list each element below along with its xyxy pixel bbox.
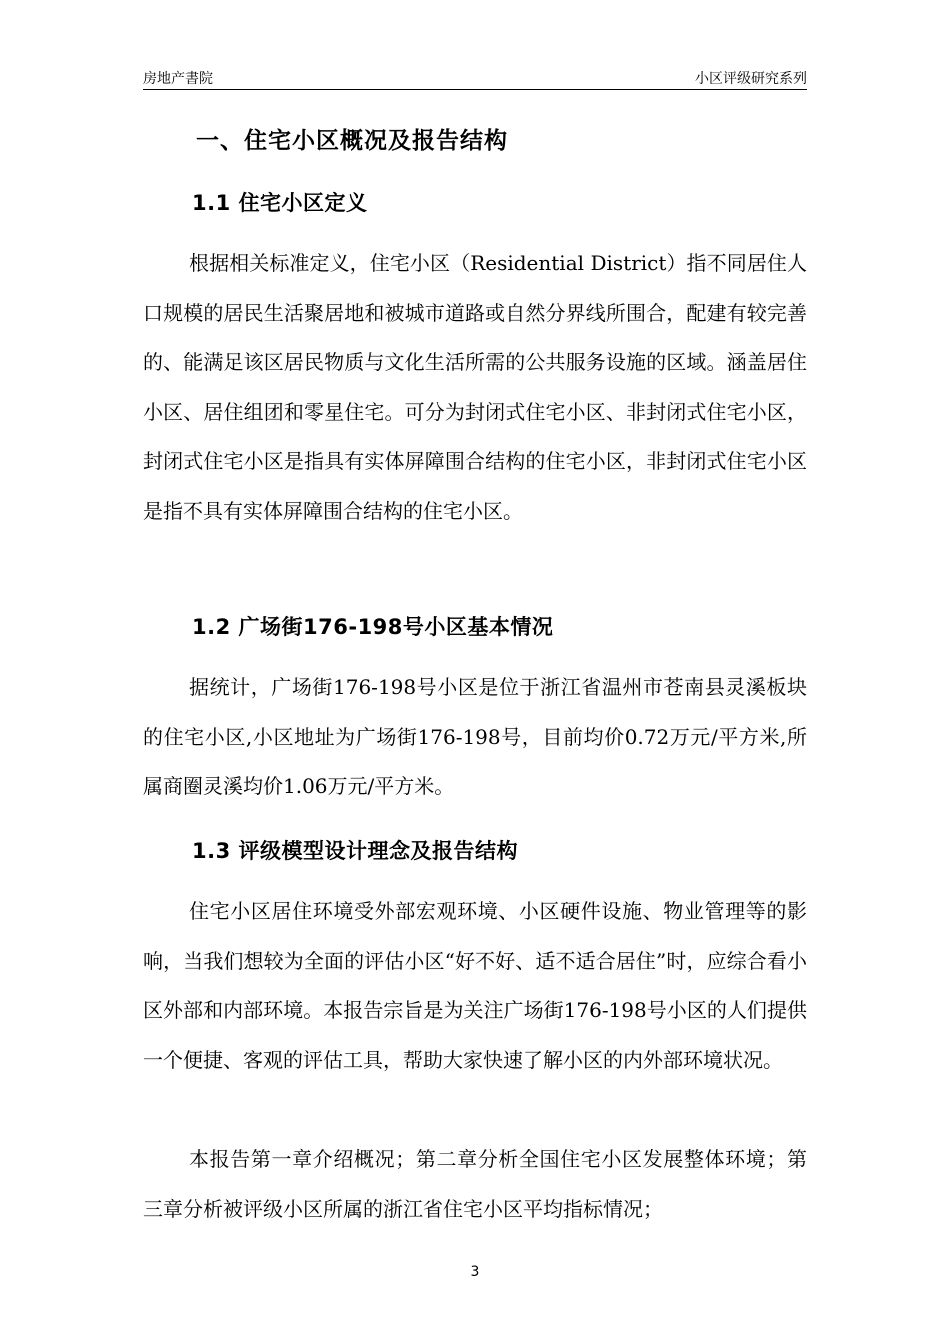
header-left-title: 房地产書院 xyxy=(143,71,213,87)
section-heading-1-1: 1.1 住宅小区定义 xyxy=(192,191,368,215)
page-number: 3 xyxy=(470,1264,480,1280)
section-heading-1-3: 1.3 评级模型设计理念及报告结构 xyxy=(192,839,519,863)
header-right-title: 小区评级研究系列 xyxy=(695,71,807,87)
paragraph-basic-info: 据统计，广场街176-198号小区是位于浙江省温州市苍南县灵溪板块的住宅小区,小区地址为广场街176-198号，目前均价0.72万元/平方米,所属商圈灵溪均价1.06万元/平方米。 xyxy=(143,675,807,798)
chapter-title: 一、住宅小区概况及报告结构 xyxy=(196,128,508,154)
paragraph-report-structure: 本报告第一章介绍概况；第二章分析全国住宅小区发展整体环境；第三章分析被评级小区所属的浙江省住宅小区平均指标情况； xyxy=(143,1147,807,1221)
section-heading-1-2: 1.2 广场街176-198号小区基本情况 xyxy=(192,615,554,639)
header-divider xyxy=(143,89,807,90)
paragraph-model-concept: 住宅小区居住环境受外部宏观环境、小区硬件设施、物业管理等的影响，当我们想较为全面的评估小区“好不好、适不适合居住”时，应综合看小区外部和内部环境。本报告宗旨是为关注广场街176-198号小区的人们提供一个便捷、客观的评估工具，帮助大家快速了解小区的内外部环境状况。 xyxy=(143,899,807,1072)
paragraph-definition: 根据相关标准定义，住宅小区（Residential District）指不同居住人口规模的居民生活聚居地和被城市道路或自然分界线所围合，配建有较完善的、能满足该区居民物质与文化生活所需的公共服务设施的区域。涵盖居住小区、居住组团和零星住宅。可分为封闭式住宅小区、非封闭式住宅小区，封闭式住宅小区是指具有实体屏障围合结构的住宅小区，非封闭式住宅小区是指不具有实体屏障围合结构的住宅小区。 xyxy=(143,251,807,523)
